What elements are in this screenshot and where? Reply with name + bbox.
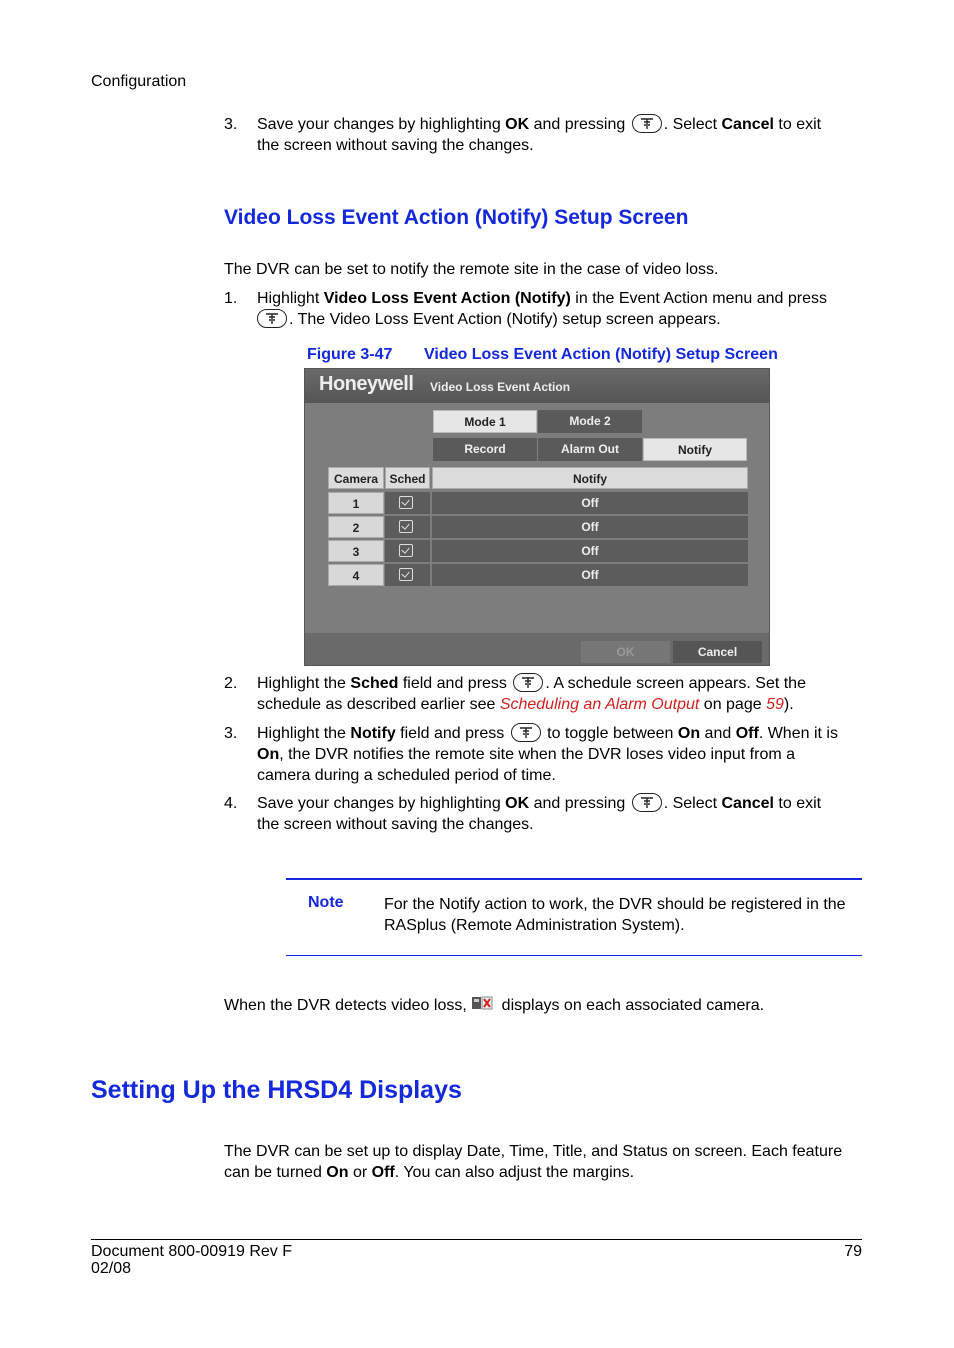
step-text: Save your changes by highlighting OK and pressing . Select Cancel to exit the screen without saving the changes.: [257, 116, 822, 154]
figure-caption: Video Loss Event Action (Notify) Setup Screen: [424, 346, 778, 363]
figure-label: Figure 3-47: [307, 346, 393, 363]
video-loss-sentence: When the DVR detects video loss, displays on each associated camera.: [224, 997, 765, 1014]
enter-button-icon: [513, 673, 543, 692]
checkbox-icon[interactable]: [399, 544, 413, 557]
tab-mode-2[interactable]: Mode 2: [538, 410, 642, 433]
xref-link[interactable]: Scheduling an Alarm Output: [499, 696, 700, 713]
note-label: Note: [308, 894, 344, 911]
tab-alarm-out[interactable]: Alarm Out: [538, 438, 642, 461]
column-header-sched: Sched: [385, 467, 430, 489]
step-number: 3.: [224, 725, 238, 742]
footer-document: Document 800-00919 Rev F: [91, 1243, 292, 1260]
sched-cell[interactable]: [385, 516, 430, 538]
cancel-button[interactable]: Cancel: [673, 641, 762, 663]
notify-cell[interactable]: Off: [432, 516, 748, 538]
camera-cell: 4: [328, 564, 384, 586]
column-header-camera: Camera: [328, 467, 384, 489]
camera-cell: 2: [328, 516, 384, 538]
ok-button[interactable]: OK: [581, 641, 670, 663]
notify-cell[interactable]: Off: [432, 540, 748, 562]
step-text: Highlight Video Loss Event Action (Notify) in the Event Action menu and press . The Video Loss Event Action (Notify) setup screen appears.: [257, 290, 827, 328]
notify-cell[interactable]: Off: [432, 564, 748, 586]
checkbox-icon[interactable]: [399, 568, 413, 581]
note-bottom-rule: [286, 955, 862, 956]
checkbox-icon[interactable]: [399, 520, 413, 533]
step-text: Highlight the Notify field and press to toggle between On and Off. When it is On, the DVR notifies the remote site when the DVR loses video input from a camera during a scheduled period of time.: [257, 725, 838, 784]
footer-date: 02/08: [91, 1260, 132, 1277]
step-number: 2.: [224, 675, 238, 692]
dvr-setup-screen: [304, 368, 770, 666]
enter-button-icon: [511, 723, 541, 742]
enter-button-icon: [632, 114, 662, 133]
note-text: For the Notify action to work, the DVR should be registered in the RASplus (Remote Administration System).: [384, 896, 846, 934]
section2-paragraph: The DVR can be set up to display Date, Time, Title, and Status on screen. Each feature can be turned On or Off. You can also adjust the margins.: [224, 1143, 843, 1181]
tab-notify[interactable]: Notify: [643, 438, 747, 461]
sched-cell[interactable]: [385, 564, 430, 586]
running-header: Configuration: [91, 73, 187, 90]
footer-rule: [91, 1239, 862, 1240]
camera-cell: 3: [328, 540, 384, 562]
step-number: 4.: [224, 795, 238, 812]
honeywell-logo: Honeywell: [319, 373, 414, 395]
step-text: Save your changes by highlighting OK and pressing . Select Cancel to exit the screen without saving the changes.: [257, 795, 822, 833]
step-number: 3.: [224, 116, 238, 133]
video-loss-icon: [471, 995, 493, 1011]
enter-button-icon: [632, 793, 662, 812]
sched-cell[interactable]: [385, 492, 430, 514]
section-heading: Video Loss Event Action (Notify) Setup Screen: [224, 206, 689, 229]
section-heading: Setting Up the HRSD4 Displays: [91, 1076, 462, 1104]
step-text: Highlight the Sched field and press . A schedule screen appears. Set the schedule as described earlier see Scheduling an Alarm Output on page 59).: [257, 675, 806, 713]
note-top-rule: [286, 878, 862, 880]
intro-paragraph: The DVR can be set to notify the remote site in the case of video loss.: [224, 261, 719, 278]
tab-mode-1[interactable]: Mode 1: [433, 410, 537, 433]
page-link[interactable]: 59: [766, 696, 784, 713]
checkbox-icon[interactable]: [399, 496, 413, 509]
step-number: 1.: [224, 290, 238, 307]
tab-record[interactable]: Record: [433, 438, 537, 461]
camera-cell: 1: [328, 492, 384, 514]
notify-cell[interactable]: Off: [432, 492, 748, 514]
enter-button-icon: [257, 309, 287, 328]
page-number: 79: [844, 1243, 862, 1260]
sched-cell[interactable]: [385, 540, 430, 562]
column-header-notify: Notify: [432, 467, 748, 489]
screen-title: Video Loss Event Action: [430, 380, 571, 394]
